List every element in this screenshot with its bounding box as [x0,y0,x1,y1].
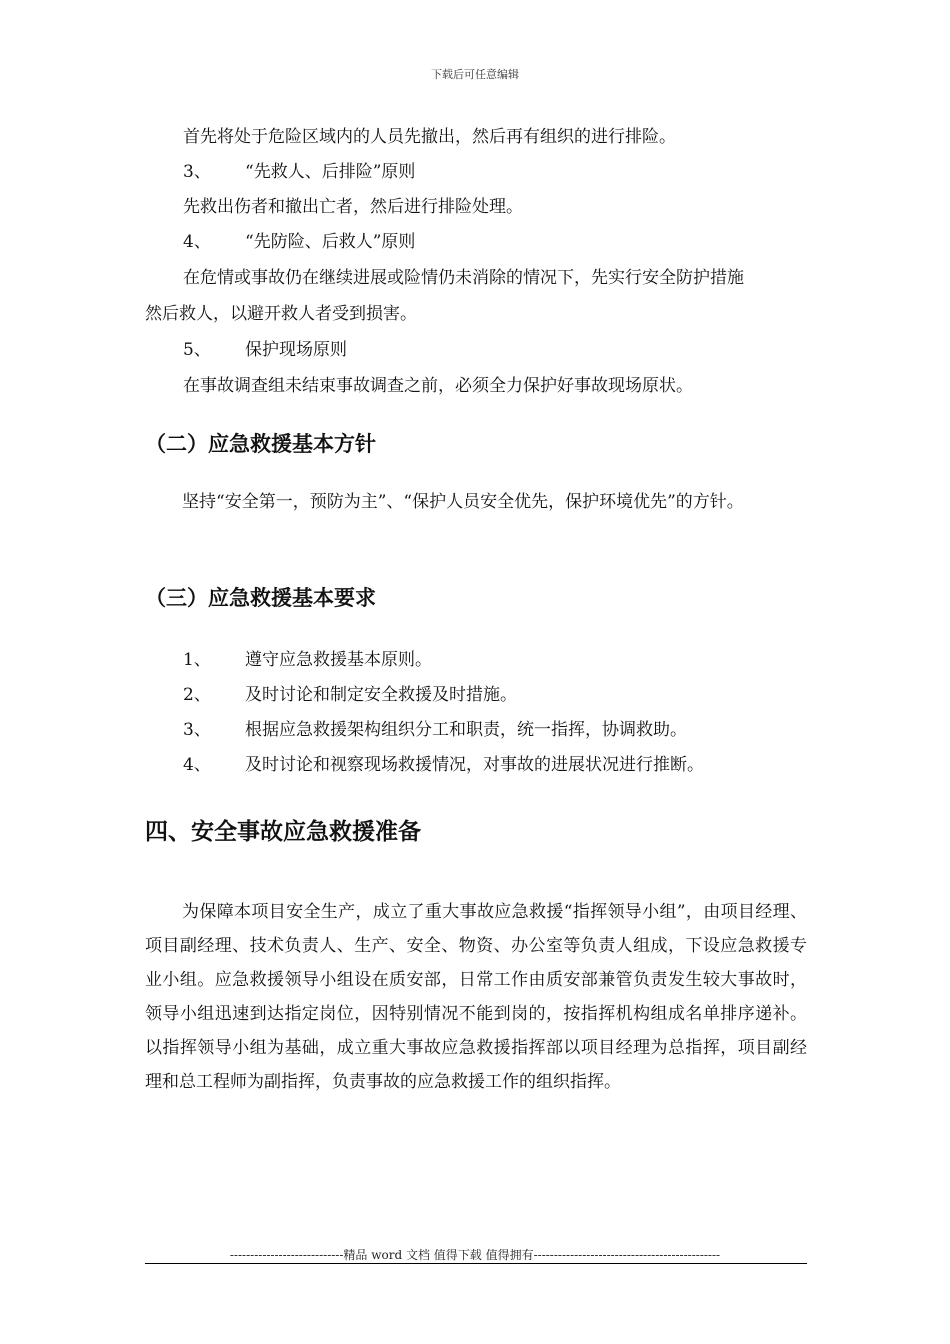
line-text: 然后救人，以避开救人者受到损害。 [145,304,417,324]
section-paragraph: 为保障本项目安全生产，成立了重大事故应急救援“指挥领导小组”，由项目经理、项目副经理、技术负责人、生产、安全、物资、办公室等负责人组成，下设应急救援专业小组。应急救援领导小组设在质安部，日常工作由质安部兼管负责发生较大事故时，领导小组迅速到达指定岗位，因特别情况不能到岗的，按指挥机构组成名单排序递补。以指挥领导小组为基础，成立重大事故应急救援指挥部以项目经理为总指挥，项目副经理和总工程师为副指挥，负责事故的应急救援工作的组织指挥。 [145,902,807,1092]
paragraph-line [183,197,523,217]
item-number: 3、 [183,162,211,182]
page-footer: ----------------------------精品 word 文档 值得下载 值得拥有---------------------------------------------- [229,1248,721,1262]
paragraph-line [145,304,417,324]
item-text: 及时讨论和视察现场救援情况，对事故的进展状况进行推断。 [245,755,704,775]
numbered-heading [183,162,415,182]
chapter-heading: 四、安全事故应急救援准备 [145,819,421,845]
numbered-heading [183,340,347,360]
item-text: 根据应急救援架构组织分工和职责，统一指挥，协调救助。 [245,720,687,740]
section-paragraph: 坚持“安全第一，预防为主”、“保护人员安全优先，保护环境优先”的方针。 [182,492,744,512]
item-text: 及时讨论和制定安全救援及时措施。 [245,685,517,705]
list-item [183,685,517,705]
item-text: 保护现场原则 [245,340,347,360]
item-number: 4、 [183,755,211,775]
line-text: 首先将处于危险区域内的人员先撤出，然后再有组织的进行排险。 [183,127,676,147]
item-number: 3、 [183,720,211,740]
line-text: 在危情或事故仍在继续进展或险情仍未消除的情况下，先实行安全防护措施 [183,268,744,288]
paragraph-line [183,376,693,396]
line-text: 先救出伤者和撤出亡者，然后进行排险处理。 [183,197,523,217]
item-number: 5、 [183,340,211,360]
item-text: “先防险、后救人”原则 [245,232,416,252]
line-text: 在事故调查组未结束事故调查之前，必须全力保护好事故现场原状。 [183,376,693,396]
list-item [183,720,687,740]
section-heading: （二）应急救援基本方针 [145,432,376,456]
page-header: 下载后可任意编辑 [431,68,519,81]
section-heading: （三）应急救援基本要求 [145,586,376,610]
item-number: 4、 [183,232,211,252]
item-number: 1、 [183,650,211,670]
list-item [183,755,704,775]
item-text: 遵守应急救援基本原则。 [245,650,432,670]
footer-divider [145,1263,807,1264]
paragraph-line [183,268,744,288]
numbered-heading [183,232,415,252]
item-text: “先救人、后排险”原则 [245,162,416,182]
list-item [183,650,432,670]
item-number: 2、 [183,685,211,705]
paragraph-line [183,127,676,147]
